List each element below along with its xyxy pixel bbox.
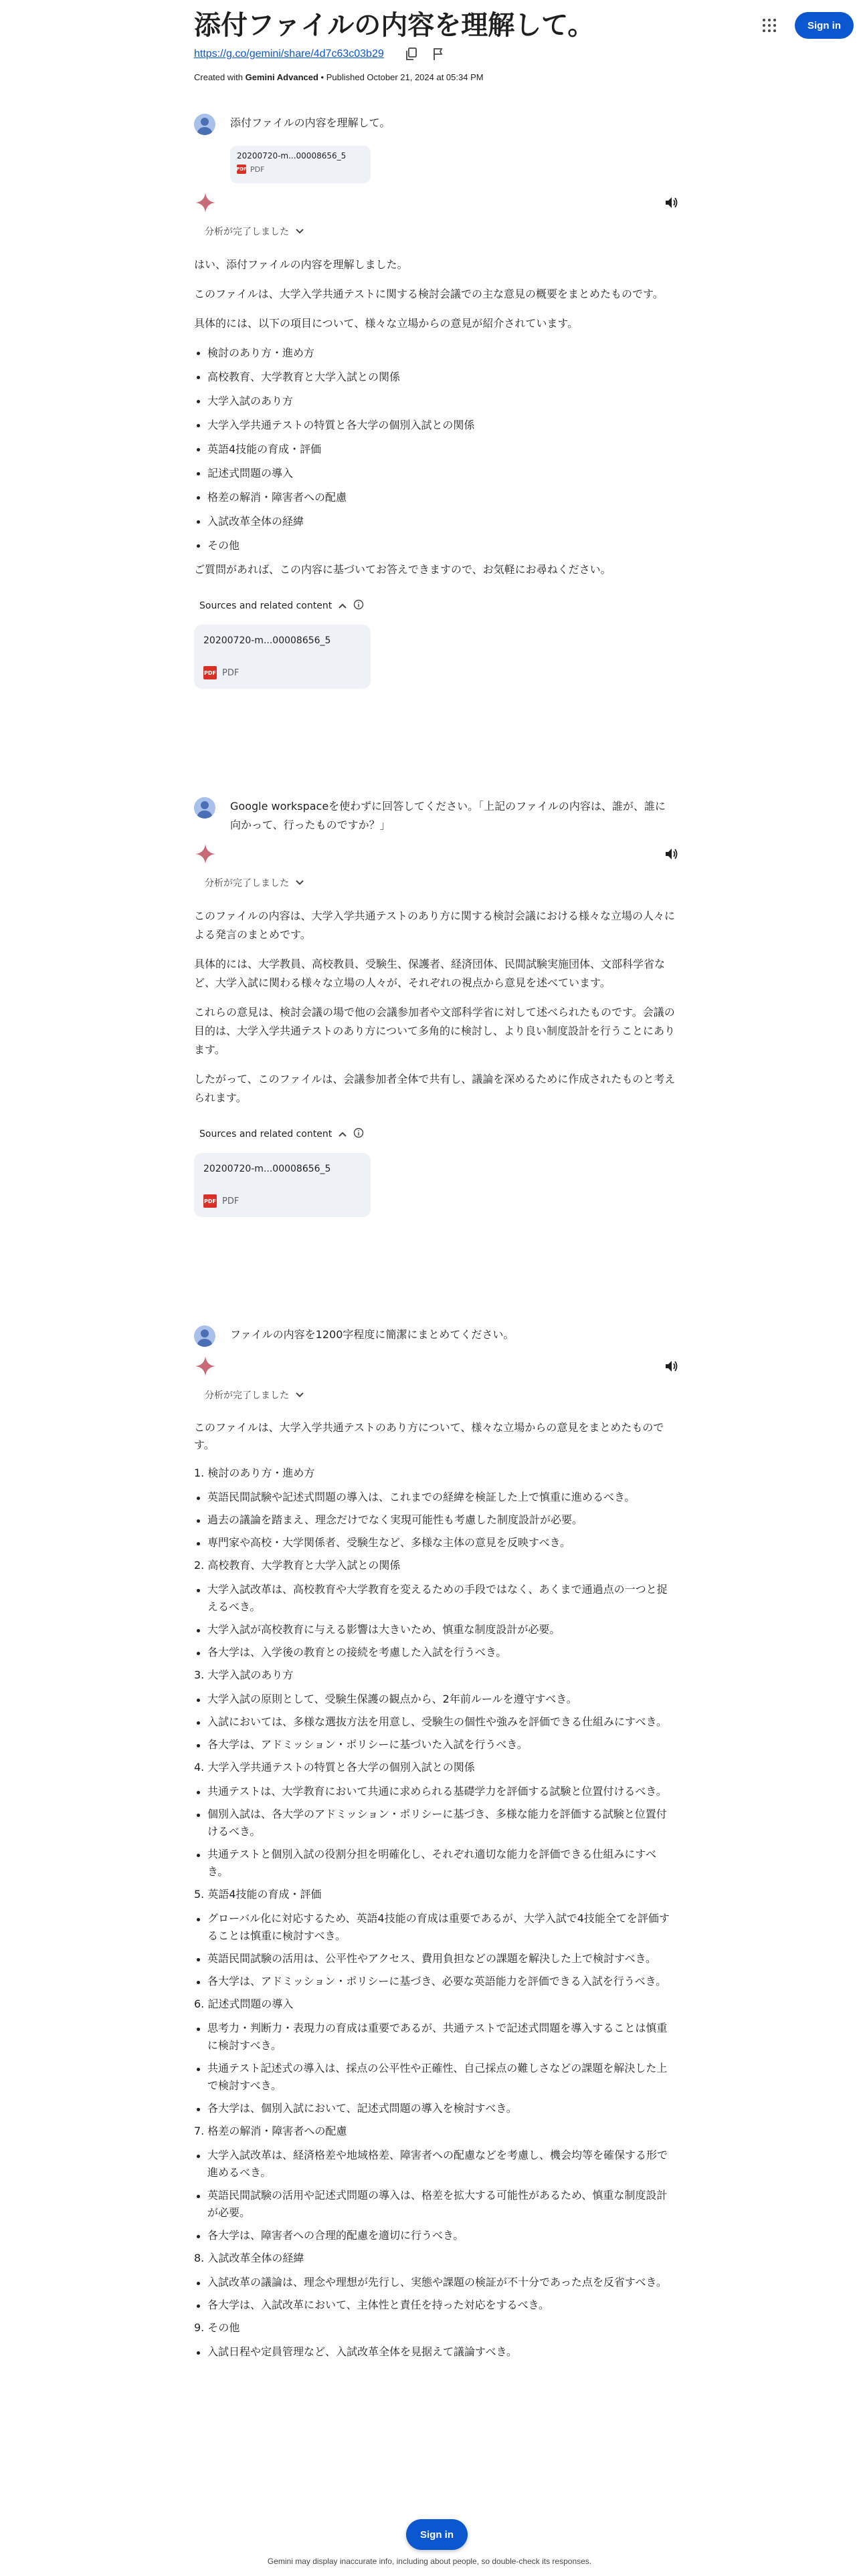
sources-toggle[interactable] — [199, 598, 676, 614]
response-paragraph: ご質問があれば、この内容に基づいてお答えできますので、お気軽にお尋ねください。 — [194, 563, 611, 576]
response-list — [194, 1489, 676, 1551]
response-list — [194, 1910, 676, 1990]
response-list — [194, 2147, 676, 2244]
list-item: 英語4技能の育成・評価 — [194, 440, 676, 459]
analysis-toggle[interactable] — [205, 223, 676, 239]
response-paragraph: このファイルは、大学入学共通テストのあり方について、様々な立場からの意見をまとめたものです。 — [194, 1421, 664, 1451]
apps-grid-icon[interactable] — [763, 19, 776, 32]
section-heading: 3. 大学入試のあり方 — [194, 1669, 294, 1681]
section-heading: 5. 英語4技能の育成・評価 — [194, 1888, 322, 1901]
section-heading: 6. 記述式問題の導入 — [194, 1998, 294, 2010]
model-response — [194, 255, 676, 579]
list-item: 各大学は、入学後の教育との接続を考慮した入試を行うべき。 — [194, 1644, 676, 1661]
share-row — [194, 47, 446, 62]
response-list — [194, 2020, 676, 2117]
user-prompt — [194, 1325, 676, 1347]
response-list — [194, 1581, 676, 1661]
list-item: 共通テスト記述式の導入は、採点の公平性や正確性、自己採点の難しさなどの課題を解決した上で検討すべき。 — [194, 2060, 676, 2095]
list-item: 入試改革の議論は、理念や理想が先行し、実態や課題の検証が不十分であった点を反省すべき。 — [194, 2274, 676, 2291]
source-name: 20200720-m...00008656_5 — [203, 1164, 331, 1174]
attachment-chip[interactable] — [230, 146, 371, 183]
analysis-label: 分析が完了しました — [205, 1390, 289, 1401]
speaker-icon[interactable] — [664, 847, 678, 864]
source-card[interactable] — [194, 625, 371, 689]
gemini-spark-icon — [195, 193, 215, 215]
response-paragraph: 具体的には、以下の項目について、様々な立場からの意見が紹介されています。 — [194, 317, 579, 330]
analysis-toggle[interactable] — [205, 1387, 676, 1403]
list-item: 各大学は、障害者への合理的配慮を適切に行うべき。 — [194, 2227, 676, 2244]
analysis-label: 分析が完了しました — [205, 878, 289, 889]
report-flag-icon[interactable] — [431, 47, 446, 62]
user-avatar — [194, 797, 215, 819]
response-list — [194, 1783, 676, 1881]
list-item: 格差の解消・障害者への配慮 — [194, 488, 676, 507]
analysis-label: 分析が完了しました — [205, 227, 289, 237]
response-paragraph: はい、添付ファイルの内容を理解しました。 — [194, 258, 408, 271]
user-prompt-text: 添付ファイルの内容を理解して。 — [230, 116, 391, 129]
chevron-up-icon — [339, 601, 347, 611]
response-paragraph: したがって、このファイルは、会議参加者全体で共有し、議論を深めるために作成されたものと考えられます。 — [194, 1073, 676, 1104]
attachment-name: 20200720-m...00008656_5 — [237, 151, 347, 160]
response-list — [194, 1691, 676, 1753]
chevron-down-icon — [296, 877, 304, 888]
list-item: 大学入試が高校教育に与える影響は大きいため、慎重な制度設計が必要。 — [194, 1621, 676, 1638]
source-type: PDF — [222, 667, 240, 678]
model-response — [194, 1419, 676, 2361]
sources-label: Sources and related content — [199, 1129, 332, 1140]
conversation-turn — [194, 797, 676, 1217]
list-item: 大学入試改革は、経済格差や地域格差、障害者への配慮などを考慮し、機会均等を確保する形で進めるべき。 — [194, 2147, 676, 2181]
source-name: 20200720-m...00008656_5 — [203, 635, 331, 646]
list-item: 専門家や高校・大学関係者、受験生など、多様な主体の意見を反映すべき。 — [194, 1534, 676, 1551]
list-item: グローバル化に対応するため、英語4技能の育成は重要であるが、大学入試で4技能全てを評価することは慎重に検討すべき。 — [194, 1910, 676, 1945]
section-heading: 8. 入試改革全体の経緯 — [194, 2252, 304, 2264]
list-item: その他 — [194, 536, 676, 555]
user-prompt — [194, 114, 676, 135]
section-heading: 4. 大学入学共通テストの特質と各大学の個別入試との関係 — [194, 1761, 475, 1774]
list-item: 各大学は、入試改革において、主体性と責任を持った対応をするべき。 — [194, 2296, 676, 2314]
list-item: 共通テストと個別入試の役割分担を明確化し、それぞれ適切な能力を評価できる仕組みにすべき。 — [194, 1846, 676, 1881]
speaker-icon[interactable] — [664, 1359, 678, 1376]
list-item: 英語民間試験の活用は、公平性やアクセス、費用負担などの課題を解決した上で検討すべき。 — [194, 1950, 676, 1967]
pdf-icon: PDF — [203, 666, 217, 679]
list-item: 記述式問題の導入 — [194, 464, 676, 483]
floating-sign-in-button[interactable]: Sign in — [406, 2519, 468, 2550]
list-item: 入試日程や定員管理など、入試改革全体を見据えて議論すべき。 — [194, 2343, 676, 2361]
list-item: 英語民間試験や記述式問題の導入は、これまでの経緯を検証した上で慎重に進めるべき。 — [194, 1489, 676, 1506]
response-paragraph: このファイルは、大学入学共通テストに関する検討会議での主な意見の概要をまとめたものです。 — [194, 288, 664, 300]
disclaimer-text: Gemini may display inaccurate info, including about people, so double-check its responses. — [267, 2557, 592, 2566]
section-heading: 9. その他 — [194, 2321, 240, 2334]
user-prompt-text: Google workspaceを使わずに回答してください。「上記のファイルの内容は、誰が、誰に向かって、行ったものですか？」 — [230, 800, 666, 831]
response-list — [194, 2343, 676, 2361]
sign-in-button[interactable]: Sign in — [795, 12, 854, 39]
model-response — [194, 907, 676, 1107]
user-prompt — [194, 797, 676, 835]
list-item: 各大学は、個別入試において、記述式問題の導入を検討すべき。 — [194, 2100, 676, 2117]
analysis-toggle[interactable] — [205, 875, 676, 891]
sources-label: Sources and related content — [199, 601, 332, 611]
list-item: 英語民間試験の活用や記述式問題の導入は、格差を拡大する可能性があるため、慎重な制度設計が必要。 — [194, 2187, 676, 2222]
speaker-icon[interactable] — [664, 195, 678, 213]
response-paragraph: 具体的には、大学教員、高校教員、受験生、保護者、経済団体、民間試験実施団体、文部科学省など、大学入試に関わる様々な立場の人々が、それぞれの視点から意見を述べています。 — [194, 958, 666, 989]
sources-toggle[interactable] — [199, 1126, 676, 1142]
conversation-turn — [194, 114, 676, 689]
section-heading: 1. 検討のあり方・進め方 — [194, 1467, 315, 1479]
chevron-down-icon — [296, 1390, 304, 1400]
list-item: 大学入試のあり方 — [194, 392, 676, 411]
chevron-down-icon — [296, 226, 304, 237]
info-icon[interactable] — [353, 599, 364, 613]
user-avatar — [194, 114, 215, 135]
list-item: 個別入試は、各大学のアドミッション・ポリシーに基づき、多様な能力を評価する試験と位置付けるべき。 — [194, 1806, 676, 1840]
page-title: 添付ファイルの内容を理解して。 — [194, 10, 595, 41]
published-meta: Created with Gemini Advanced • Published October 21, 2024 at 05:34 PM — [194, 72, 484, 82]
list-item: 各大学は、アドミッション・ポリシーに基づき、必要な英語能力を評価できる入試を行うべき。 — [194, 1973, 676, 1990]
list-item: 大学入試改革は、高校教育や大学教育を変えるための手段ではなく、あくまで通過点の一つと捉えるべき。 — [194, 1581, 676, 1616]
attachment-type: PDF — [250, 165, 265, 174]
pdf-icon: PDF — [203, 1194, 217, 1208]
response-list — [194, 2274, 676, 2314]
list-item: 検討のあり方・進め方 — [194, 344, 676, 362]
list-item: 共通テストは、大学教育において共通に求められる基礎学力を評価する試験と位置付けるべき。 — [194, 1783, 676, 1800]
gemini-spark-icon — [195, 844, 215, 867]
response-list — [194, 344, 676, 555]
user-prompt-text: ファイルの内容を1200字程度に簡潔にまとめてください。 — [230, 1328, 514, 1341]
chevron-up-icon — [339, 1129, 347, 1140]
user-avatar — [194, 1325, 215, 1347]
list-item: 高校教育、大学教育と大学入試との関係 — [194, 368, 676, 387]
copy-link-icon[interactable] — [404, 47, 419, 62]
source-card[interactable] — [194, 1153, 371, 1217]
source-type: PDF — [222, 1196, 240, 1206]
list-item: 入試改革全体の経緯 — [194, 512, 676, 531]
gemini-spark-icon — [195, 1356, 215, 1379]
conversation-turn — [194, 1325, 676, 2366]
list-item: 過去の議論を踏まえ、理念だけでなく実現可能性も考慮した制度設計が必要。 — [194, 1511, 676, 1529]
share-link[interactable]: https://g.co/gemini/share/4d7c63c03b29 — [194, 48, 384, 60]
list-item: 入試においては、多様な選抜方法を用意し、受験生の個性や強みを評価できる仕組みにすべき。 — [194, 1713, 676, 1731]
response-paragraph: このファイルの内容は、大学入学共通テストのあり方に関する検討会議における様々な立場の人々による発言のまとめです。 — [194, 909, 676, 941]
info-icon[interactable] — [353, 1128, 364, 1141]
section-heading: 2. 高校教育、大学教育と大学入試との関係 — [194, 1559, 401, 1572]
list-item: 各大学は、アドミッション・ポリシーに基づいた入試を行うべき。 — [194, 1736, 676, 1753]
section-heading: 7. 格差の解消・障害者への配慮 — [194, 2125, 347, 2137]
pdf-icon: PDF — [237, 165, 246, 174]
list-item: 思考力・判断力・表現力の育成は重要であるが、共通テストで記述式問題を導入することは慎重に検討すべき。 — [194, 2020, 676, 2054]
list-item: 大学入学共通テストの特質と各大学の個別入試との関係 — [194, 416, 676, 435]
list-item: 大学入試の原則として、受験生保護の観点から、2年前ルールを遵守すべき。 — [194, 1691, 676, 1708]
response-paragraph: これらの意見は、検討会議の場で他の会議参加者や文部科学省に対して述べられたものです。会議の目的は、大学入学共通テストのあり方について多角的に検討し、より良い制度設計を行うことにあります。 — [194, 1006, 676, 1056]
